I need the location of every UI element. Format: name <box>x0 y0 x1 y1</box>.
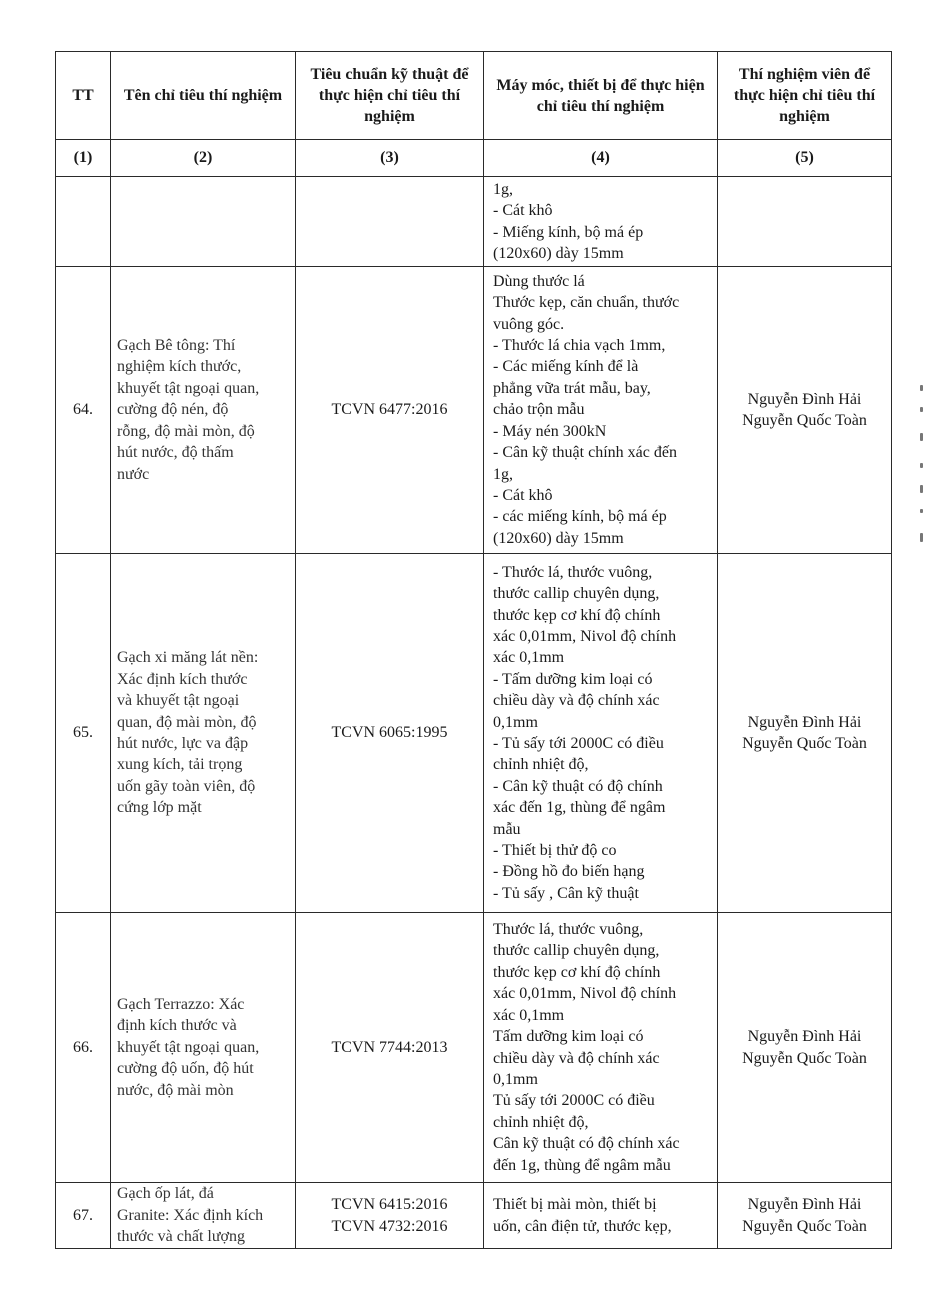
continuation-row <box>56 177 892 267</box>
test-name-line: định kích thước và <box>117 1017 237 1035</box>
test-name-line: thước và chất lượng <box>117 1228 246 1246</box>
equipment-line: - các miếng kính, bộ má ép <box>493 508 667 526</box>
equipment-line: xác 0,1mm <box>493 1006 565 1024</box>
test-name-line: uốn gãy toàn viên, độ <box>117 777 256 795</box>
equipment-line: 1g, <box>493 465 513 483</box>
technician-name: Nguyễn Quốc Toàn <box>742 735 867 752</box>
equipment-line: Thước lá, thước vuông, <box>493 921 644 939</box>
header-standard: Tiêu chuẩn kỹ thuật để thực hiện chỉ tiêu thí nghiệm <box>296 52 484 140</box>
equipment-line: xác 0,1mm <box>493 649 565 667</box>
equipment-line: - Đồng hồ đo biến hạng <box>493 863 645 881</box>
test-name-line: và khuyết tật ngoại <box>117 692 240 710</box>
equipment-line: Cân kỹ thuật có độ chính xác <box>493 1135 680 1153</box>
technician-name: Nguyễn Quốc Toàn <box>742 1217 867 1235</box>
equipment-line: chiều dày và độ chính xác <box>493 692 660 710</box>
equipment-cell <box>484 554 718 913</box>
standard-cell <box>296 554 484 913</box>
equipment-line: thước kẹp cơ khí độ chính <box>493 963 661 981</box>
equipment-line: - Thước lá chia vạch 1mm, <box>493 337 666 355</box>
header-test-name: Tên chỉ tiêu thí nghiệm <box>111 52 296 140</box>
test-name-line: hút nước, độ thấm <box>117 444 234 462</box>
equipment-line: 0,1mm <box>493 1070 538 1088</box>
test-name-cell <box>111 913 296 1183</box>
table-row <box>56 1183 892 1249</box>
equipment-line: xác đến 1g, thùng để ngâm <box>493 799 666 817</box>
column-number: (5) <box>718 140 892 177</box>
technician-name: Nguyễn Đình Hải <box>747 390 862 408</box>
equipment-line: - Cát khô <box>493 202 553 220</box>
equipment-line: Thước kẹp, căn chuẩn, thước <box>493 294 680 312</box>
standard-cell <box>296 267 484 554</box>
test-name-line: hút nước, lực va đập <box>117 735 249 752</box>
equipment-line: - Tấm dưỡng kim loại có <box>493 670 653 688</box>
equipment-line: xác 0,01mm, Nivol độ chính <box>493 985 677 1003</box>
standard-line: TCVN 6477:2016 <box>331 401 448 419</box>
equipment-line: chiều dày và độ chính xác <box>493 1049 660 1067</box>
technician-cell <box>718 554 892 913</box>
test-name-cell <box>111 1183 296 1249</box>
standard-cell <box>296 177 484 267</box>
test-name-line: khuyết tật ngoại quan, <box>117 379 260 397</box>
technician-name: Nguyễn Đình Hải <box>747 1028 862 1046</box>
technician-cell <box>718 267 892 554</box>
test-name-cell <box>111 177 296 267</box>
standard-line: TCVN 4732:2016 <box>331 1217 448 1235</box>
column-number-row <box>56 140 892 177</box>
standard-cell <box>296 913 484 1183</box>
header-tt: TT <box>56 52 111 140</box>
table-row <box>56 267 892 554</box>
test-name-cell <box>111 554 296 913</box>
edge-marks <box>918 385 926 545</box>
technician-cell <box>718 913 892 1183</box>
column-number: (1) <box>56 140 111 177</box>
equipment-line: (120x60) dày 15mm <box>493 244 624 262</box>
equipment-line: - Tủ sấy , Cân kỹ thuật <box>493 884 639 902</box>
equipment-line: Tấm dưỡng kim loại có <box>493 1028 644 1046</box>
equipment-cell <box>484 1183 718 1249</box>
standard-line: TCVN 7744:2013 <box>331 1038 448 1056</box>
technician-cell <box>718 177 892 267</box>
test-name-line: cường độ uốn, độ hút <box>117 1060 254 1078</box>
equipment-line: thước callip chuyên dụng, <box>493 585 660 603</box>
equipment-cell <box>484 267 718 554</box>
equipment-line: xác 0,01mm, Nivol độ chính <box>493 627 677 645</box>
header-equipment: Máy móc, thiết bị để thực hiện chỉ tiêu thí nghiệm <box>484 52 718 140</box>
tt-cell: 65. <box>56 554 111 913</box>
technician-cell <box>718 1183 892 1249</box>
tt-cell: 66. <box>56 913 111 1183</box>
table-row <box>56 913 892 1183</box>
equipment-line: - Cát khô <box>493 486 553 504</box>
equipment-line: phẳng vữa trát mẫu, bay, <box>493 379 651 397</box>
equipment-line: - Miếng kính, bộ má ép <box>493 223 644 241</box>
equipment-line: Dùng thước lá <box>493 272 585 290</box>
test-name-cell <box>111 267 296 554</box>
equipment-line: thước kẹp cơ khí độ chính <box>493 606 661 624</box>
standard-cell <box>296 1183 484 1249</box>
equipment-line: - Cân kỹ thuật chính xác đến <box>493 444 677 462</box>
equipment-line: - Tủ sấy tới 2000C có điều <box>493 735 664 752</box>
equipment-line: - Cân kỹ thuật có độ chính <box>493 777 663 795</box>
test-name-line: Gạch Bê tông: Thí <box>117 337 236 355</box>
equipment-line: uốn, cân điện tử, thước kẹp, <box>493 1217 672 1235</box>
test-name-line: Gạch xi măng lát nền: <box>117 649 259 667</box>
equipment-line: (120x60) dày 15mm <box>493 529 624 547</box>
test-criteria-table <box>55 51 892 1249</box>
column-number: (2) <box>111 140 296 177</box>
test-name-line: nước <box>117 465 150 483</box>
test-name-line: nghiệm kích thước, <box>117 358 242 376</box>
test-name-line: rỗng, độ mài mòn, độ <box>117 422 255 440</box>
test-name-line: Xác định kích thước <box>117 670 248 688</box>
equipment-cell <box>484 177 718 267</box>
equipment-line: Thiết bị mài mòn, thiết bị <box>493 1196 657 1214</box>
column-number: (3) <box>296 140 484 177</box>
test-name-line: Gạch Terrazzo: Xác <box>117 995 245 1013</box>
equipment-line: mẫu <box>493 820 521 838</box>
test-name-line: nước, độ mài mòn <box>117 1081 234 1099</box>
equipment-line: - Các miếng kính để là <box>493 358 639 376</box>
test-name-line: cường độ nén, độ <box>117 401 229 419</box>
test-name-line: khuyết tật ngoại quan, <box>117 1038 260 1056</box>
equipment-line: đến 1g, thùng để ngâm mẫu <box>493 1156 671 1174</box>
test-name-line: Granite: Xác định kích <box>117 1206 264 1224</box>
equipment-line: - Thiết bị thử độ co <box>493 842 617 860</box>
tt-cell: 64. <box>56 267 111 554</box>
equipment-cell <box>484 913 718 1183</box>
equipment-line: chỉnh nhiệt độ, <box>493 756 589 774</box>
technician-name: Nguyễn Quốc Toàn <box>742 412 867 429</box>
equipment-line: Tủ sấy tới 2000C có điều <box>493 1092 655 1110</box>
header-technician: Thí nghiệm viên để thực hiện chỉ tiêu thí nghiệm <box>718 52 892 140</box>
equipment-line: thước callip chuyên dụng, <box>493 942 660 960</box>
equipment-line: chỉnh nhiệt độ, <box>493 1113 589 1131</box>
equipment-line: - Thước lá, thước vuông, <box>493 563 653 581</box>
tt-cell <box>56 177 111 267</box>
standard-line: TCVN 6415:2016 <box>331 1196 448 1214</box>
test-name-line: cứng lớp mặt <box>117 799 202 817</box>
test-name-line: xung kích, tải trọng <box>117 756 243 774</box>
equipment-line: 1g, <box>493 180 513 198</box>
technician-name: Nguyễn Đình Hải <box>747 1196 862 1214</box>
tt-cell: 67. <box>56 1183 111 1249</box>
test-name-line: Gạch ốp lát, đá <box>117 1185 214 1203</box>
technician-name: Nguyễn Đình Hải <box>747 713 862 731</box>
equipment-line: vuông góc. <box>493 315 565 333</box>
header-row <box>56 52 892 140</box>
technician-name: Nguyễn Quốc Toàn <box>742 1049 867 1067</box>
standard-line: TCVN 6065:1995 <box>331 724 448 742</box>
equipment-line: 0,1mm <box>493 713 538 731</box>
test-name-line: quan, độ mài mòn, độ <box>117 713 257 731</box>
column-number: (4) <box>484 140 718 177</box>
table-row <box>56 554 892 913</box>
equipment-line: chảo trộn mẫu <box>493 401 585 419</box>
equipment-line: - Máy nén 300kN <box>493 422 607 440</box>
